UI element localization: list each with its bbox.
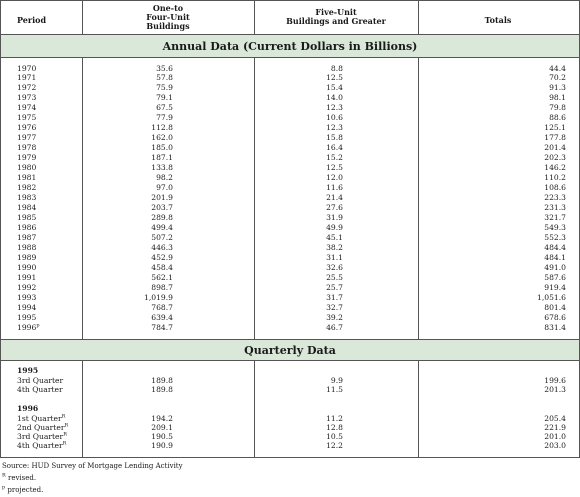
- one-to-four-value: 98.2: [156, 173, 173, 183]
- one-to-four-value: 507.2: [151, 232, 173, 242]
- table-row: [0, 414, 580, 423]
- table-row: [0, 173, 580, 182]
- one-to-four-value: 1,019.9: [144, 292, 173, 302]
- table-row: [0, 153, 580, 162]
- year-group-label: 1995: [17, 366, 39, 375]
- total-value: 205.4: [544, 414, 566, 423]
- total-value: 1,051.6: [537, 292, 566, 302]
- period-text: 1989: [17, 252, 37, 262]
- one-to-four-value: 97.0: [156, 183, 173, 193]
- one-to-four-value: 189.8: [151, 384, 173, 394]
- header-line: Four-Unit: [146, 12, 190, 22]
- period-cell: [17, 223, 36, 232]
- table-row: [0, 243, 580, 252]
- one-to-four-value: 562.1: [151, 272, 173, 282]
- period-text: 1979: [17, 153, 37, 163]
- total-value: 177.8: [544, 133, 566, 143]
- period-text: 1976: [17, 123, 37, 133]
- one-to-four-value: 190.5: [151, 431, 173, 441]
- five-plus-value: 14.0: [326, 93, 343, 103]
- five-plus-value: 25.5: [326, 272, 343, 282]
- one-to-four-value: 77.9: [156, 113, 173, 123]
- total-value: 223.3: [544, 193, 566, 203]
- one-to-four-value: 499.4: [151, 223, 173, 233]
- one-to-four-value: 639.4: [151, 312, 173, 322]
- period-cell: [17, 432, 67, 441]
- header-line: Buildings: [146, 21, 190, 31]
- period-cell: [17, 303, 36, 312]
- annual-section-band: [1, 34, 579, 58]
- table-row: [0, 313, 580, 322]
- total-value: 88.6: [549, 113, 566, 123]
- total-value: 70.2: [549, 73, 566, 83]
- total-value: 44.4: [549, 63, 566, 73]
- period-text: 1982: [17, 183, 37, 193]
- total-value: 201.0: [544, 431, 566, 441]
- five-plus-value: 32.6: [326, 262, 343, 272]
- period-text: 1973: [17, 93, 37, 103]
- five-plus-value: 49.9: [326, 223, 343, 233]
- totals-header: [418, 16, 578, 25]
- year-group-label: 1996: [17, 404, 39, 413]
- table-row: [0, 432, 580, 441]
- period-cell: [17, 441, 66, 450]
- period-cell: [17, 293, 36, 302]
- period-cell: [17, 143, 36, 152]
- table-row: [0, 293, 580, 302]
- period-cell: [17, 153, 36, 162]
- table-row: [0, 193, 580, 202]
- one-to-four-value: 201.9: [151, 193, 173, 203]
- period-cell: [17, 173, 36, 182]
- period-cell: [17, 213, 36, 222]
- period-text: 1991: [17, 272, 37, 282]
- five-plus-value: 10.5: [326, 431, 343, 441]
- period-footnote-mark: p: [36, 322, 40, 329]
- period-text: 1996: [17, 322, 37, 332]
- five-plus-value: 31.9: [326, 213, 343, 223]
- one-to-four-value: 768.7: [151, 302, 173, 312]
- one-to-four-value: 452.9: [151, 252, 173, 262]
- one-to-four-value: 194.2: [151, 414, 173, 423]
- period-footnote-mark: R: [61, 413, 66, 420]
- period-cell: [17, 423, 68, 432]
- one-to-four-value: 446.3: [151, 242, 173, 252]
- period-text: 1992: [17, 282, 37, 292]
- table-row: [0, 83, 580, 92]
- table-row: [0, 385, 580, 394]
- revised-text: revised.: [5, 474, 37, 482]
- period-text: 2nd Quarter: [17, 422, 65, 432]
- table-row: [0, 73, 580, 82]
- one-to-four-value: 185.0: [151, 143, 173, 153]
- one-to-four-value: 189.8: [151, 376, 173, 385]
- period-cell: [17, 385, 63, 394]
- period-text: 1985: [17, 213, 37, 223]
- five-plus-value: 12.5: [326, 73, 343, 83]
- period-cell: [17, 183, 36, 192]
- total-value: 831.4: [544, 322, 566, 332]
- five-plus-value: 12.2: [326, 440, 343, 450]
- five-plus-value: 11.5: [326, 384, 343, 394]
- five-plus-value: 16.4: [326, 143, 343, 153]
- period-text: 1994: [17, 302, 37, 312]
- five-plus-value: 21.4: [326, 193, 343, 203]
- period-text: 1990: [17, 262, 37, 272]
- period-header: [17, 16, 46, 25]
- one-to-four-value: 898.7: [151, 282, 173, 292]
- total-value: 110.2: [544, 173, 566, 183]
- total-value: 484.4: [544, 242, 566, 252]
- five-plus-value: 12.3: [326, 103, 343, 113]
- period-text: 1971: [17, 73, 37, 83]
- table-row: [0, 441, 580, 450]
- total-value: 125.1: [544, 123, 566, 133]
- five-plus-value: 12.0: [326, 173, 343, 183]
- table-row: [0, 64, 580, 73]
- projected-note: [2, 486, 43, 495]
- header-line: One-to: [152, 3, 184, 13]
- period-cell: [17, 123, 36, 132]
- total-value: 231.3: [544, 203, 566, 213]
- header-line: Totals: [484, 15, 512, 25]
- quarterly-section-band: [1, 339, 579, 361]
- one-to-four-value: 190.9: [151, 440, 173, 450]
- period-cell: [17, 323, 40, 332]
- five-plus-value: 9.9: [330, 376, 343, 385]
- one-to-four-value: 79.1: [156, 93, 173, 103]
- header-line: Buildings and Greater: [286, 16, 386, 26]
- total-value: 678.6: [544, 312, 566, 322]
- period-cell: [17, 133, 36, 142]
- table-row: [0, 143, 580, 152]
- period-text: 1980: [17, 163, 37, 173]
- period-footnote-mark: R: [63, 431, 67, 438]
- total-value: 919.4: [544, 282, 566, 292]
- period-text: 4th Quarter: [17, 440, 63, 450]
- table-row: [0, 253, 580, 262]
- total-value: 221.9: [544, 422, 566, 432]
- period-text: 1st Quarter: [17, 414, 62, 423]
- one-to-four-value: 133.8: [151, 163, 173, 173]
- total-value: 203.0: [544, 440, 566, 450]
- period-cell: [17, 414, 65, 423]
- five-plus-value: 8.8: [330, 63, 343, 73]
- period-cell: [17, 103, 36, 112]
- period-text: 1988: [17, 242, 37, 252]
- period-text: 1993: [17, 292, 37, 302]
- period-text: 1986: [17, 223, 37, 233]
- total-value: 98.1: [549, 93, 566, 103]
- period-cell: [17, 253, 36, 262]
- total-value: 201.3: [544, 384, 566, 394]
- one-to-four-value: 784.7: [151, 322, 173, 332]
- period-cell: [17, 263, 36, 272]
- one-to-four-value: 187.1: [151, 153, 173, 163]
- period-text: 1978: [17, 143, 37, 153]
- total-value: 91.3: [549, 83, 566, 93]
- period-footnote-mark: R: [64, 422, 69, 429]
- five-plus-value: 27.6: [326, 203, 343, 213]
- one-to-four-value: 57.8: [156, 73, 173, 83]
- annual-section-title: Annual Data (Current Dollars in Billions): [162, 39, 418, 53]
- total-value: 491.0: [544, 262, 566, 272]
- period-text: 3rd Quarter: [17, 376, 64, 385]
- source-text: Source: HUD Survey of Mortgage Lending Activity: [2, 462, 183, 470]
- period-cell: [17, 243, 36, 252]
- five-plus-value: 31.1: [326, 252, 343, 262]
- source-note: [2, 462, 183, 471]
- five-plus-value: 12.5: [326, 163, 343, 173]
- five-plus-header: [254, 8, 418, 26]
- period-text: 1975: [17, 113, 37, 123]
- projected-mark: p: [2, 484, 6, 491]
- period-cell: [17, 83, 36, 92]
- table-row: [0, 93, 580, 102]
- table-row: [0, 183, 580, 192]
- total-value: 552.3: [544, 232, 566, 242]
- five-plus-value: 31.7: [326, 292, 343, 302]
- total-value: 108.6: [544, 183, 566, 193]
- period-text: 1995: [17, 312, 37, 322]
- period-text: 1983: [17, 193, 37, 203]
- five-plus-value: 25.7: [326, 282, 343, 292]
- table-row: [0, 423, 580, 432]
- total-value: 321.7: [544, 213, 566, 223]
- period-footnote-mark: R: [62, 440, 67, 447]
- five-plus-value: 45.1: [326, 232, 343, 242]
- total-value: 199.6: [544, 376, 566, 385]
- table-row: [0, 133, 580, 142]
- period-cell: [17, 193, 36, 202]
- table-row: [0, 223, 580, 232]
- total-value: 484.1: [544, 252, 566, 262]
- table-row: [0, 203, 580, 212]
- five-plus-value: 12.3: [326, 123, 343, 133]
- total-value: 79.8: [549, 103, 566, 113]
- one-to-four-value: 35.6: [156, 63, 173, 73]
- five-plus-value: 15.4: [326, 83, 343, 93]
- table-row: [0, 303, 580, 312]
- period-text: 4th Quarter: [17, 384, 63, 394]
- revised-note: [2, 474, 36, 483]
- period-cell: [17, 233, 36, 242]
- five-plus-value: 32.7: [326, 302, 343, 312]
- one-to-four-value: 162.0: [151, 133, 173, 143]
- five-plus-value: 46.7: [326, 322, 343, 332]
- period-cell: [17, 64, 36, 73]
- one-to-four-value: 458.4: [151, 262, 173, 272]
- table-row: [0, 123, 580, 132]
- period-text: 1974: [17, 103, 37, 113]
- projected-text: projected.: [5, 486, 44, 494]
- table-row: [0, 323, 580, 332]
- one-to-four-value: 75.9: [156, 83, 173, 93]
- period-text: 1972: [17, 83, 37, 93]
- total-value: 801.4: [544, 302, 566, 312]
- period-cell: [17, 113, 36, 122]
- period-text: 1977: [17, 133, 37, 143]
- period-cell: [17, 273, 36, 282]
- table-row: [0, 163, 580, 172]
- five-plus-value: 11.2: [326, 414, 343, 423]
- table-row: [0, 213, 580, 222]
- table-row: [0, 283, 580, 292]
- total-value: 549.3: [544, 223, 566, 233]
- period-cell: [17, 313, 36, 322]
- table-row: [0, 103, 580, 112]
- period-text: 3rd Quarter: [17, 431, 64, 441]
- table-row: [0, 113, 580, 122]
- one-to-four-value: 203.7: [151, 203, 173, 213]
- quarterly-section-title: Quarterly Data: [244, 343, 336, 357]
- period-text: 1984: [17, 203, 37, 213]
- one-to-four-header: [82, 4, 254, 31]
- total-value: 201.4: [544, 143, 566, 153]
- five-plus-value: 11.6: [326, 183, 343, 193]
- five-plus-value: 38.2: [326, 242, 343, 252]
- table-row: [0, 376, 580, 385]
- period-text: 1970: [17, 63, 37, 73]
- five-plus-value: 15.8: [326, 133, 343, 143]
- period-cell: [17, 163, 36, 172]
- period-cell: [17, 73, 36, 82]
- table-row: [0, 233, 580, 242]
- period-header-text: Period: [17, 15, 47, 25]
- five-plus-value: 12.8: [326, 422, 343, 432]
- one-to-four-value: 209.1: [151, 422, 173, 432]
- one-to-four-value: 112.8: [151, 123, 173, 133]
- table-row: [0, 263, 580, 272]
- period-cell: [17, 93, 36, 102]
- period-text: 1981: [17, 173, 37, 183]
- five-plus-value: 39.2: [326, 312, 343, 322]
- period-cell: [17, 203, 36, 212]
- five-plus-value: 10.6: [326, 113, 343, 123]
- five-plus-value: 15.2: [326, 153, 343, 163]
- header-line: Five-Unit: [315, 7, 357, 17]
- period-cell: [17, 283, 36, 292]
- total-value: 202.3: [544, 153, 566, 163]
- total-value: 587.6: [544, 272, 566, 282]
- one-to-four-value: 289.8: [151, 213, 173, 223]
- period-cell: [17, 376, 63, 385]
- revised-mark: R: [2, 472, 6, 479]
- one-to-four-value: 67.5: [156, 103, 173, 113]
- period-text: 1987: [17, 232, 37, 242]
- total-value: 146.2: [544, 163, 566, 173]
- table-row: [0, 273, 580, 282]
